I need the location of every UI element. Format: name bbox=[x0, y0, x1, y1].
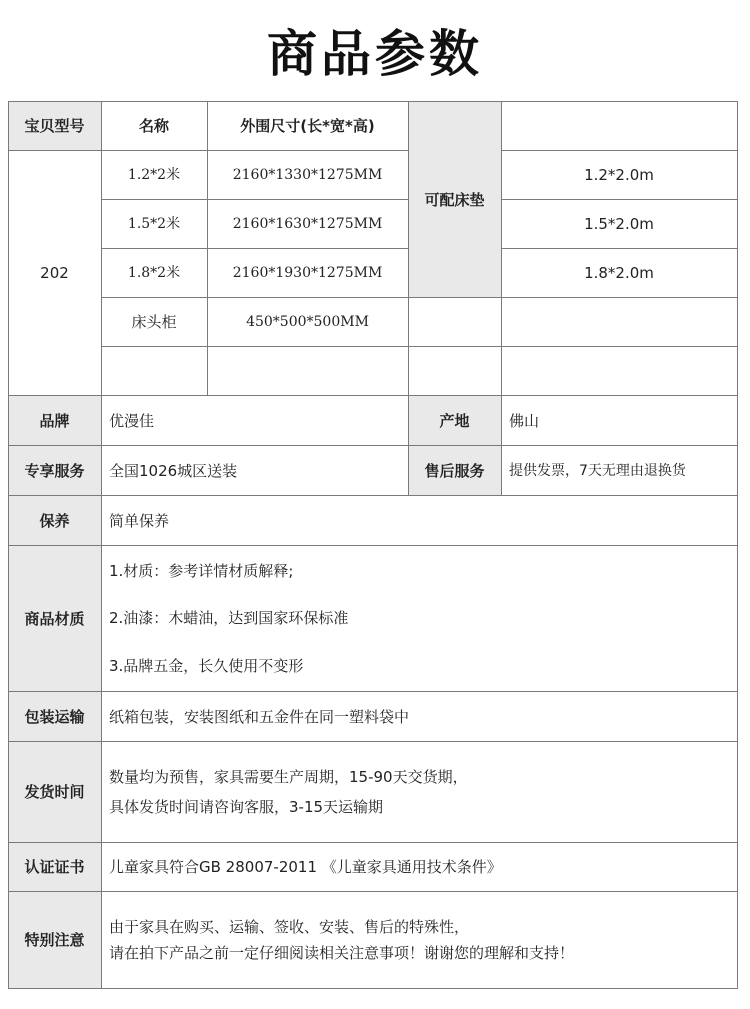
material-label: 商品材质 bbox=[24, 609, 85, 628]
row-name: 1.2*2米 bbox=[127, 167, 181, 183]
shipping-text bbox=[101, 742, 737, 842]
row-size: 2160*1930*1275MM bbox=[232, 265, 383, 281]
origin-label: 产地 bbox=[439, 411, 470, 430]
row-size: 2160*1330*1275MM bbox=[232, 167, 383, 183]
brand-value: 优漫佳 bbox=[109, 411, 155, 430]
brand-label: 品牌 bbox=[39, 411, 70, 430]
shipping-line: 具体发货时间请咨询客服，3-15天运输期 bbox=[109, 798, 384, 816]
model-value: 202 bbox=[40, 264, 69, 282]
packing-value: 纸箱包装，安装图纸和五金件在同一塑料袋中 bbox=[109, 707, 410, 726]
shipping-line: 数量均为预售，家具需要生产周期，15-90天交货期， bbox=[109, 768, 468, 786]
material-line: 3.品牌五金，长久使用不变形 bbox=[109, 657, 304, 675]
header-size: 外围尺寸(长*宽*高) bbox=[240, 117, 375, 135]
aftersale-label: 售后服务 bbox=[424, 461, 485, 480]
header-name: 名称 bbox=[138, 117, 169, 135]
row-name: 1.8*2米 bbox=[127, 265, 181, 281]
service-value: 全国1026城区送装 bbox=[109, 461, 238, 480]
v-line bbox=[737, 101, 738, 989]
shipping-label: 发货时间 bbox=[24, 783, 85, 801]
h-line bbox=[8, 545, 737, 546]
row-mattress: 1.5*2.0m bbox=[584, 215, 654, 233]
material-line: 2.油漆：木蜡油，达到国家环保标准 bbox=[109, 609, 349, 627]
material-line: 1.材质：参考详情材质解释; bbox=[109, 562, 294, 580]
row-mattress: 1.2*2.0m bbox=[584, 166, 654, 184]
cert-value: 儿童家具符合GB 28007-2011 《儿童家具通用技术条件》 bbox=[109, 858, 502, 876]
header-mattress: 可配床垫 bbox=[424, 190, 485, 209]
header-model: 宝贝型号 bbox=[24, 117, 85, 135]
page-title: 商品参数 bbox=[267, 25, 483, 83]
row-name: 床头柜 bbox=[131, 313, 177, 331]
aftersale-value: 提供发票，7天无理由退换货 bbox=[509, 462, 686, 479]
row-mattress: 1.8*2.0m bbox=[584, 264, 654, 282]
notice-label: 特别注意 bbox=[24, 931, 85, 949]
notice-text bbox=[101, 892, 737, 988]
packing-label: 包装运输 bbox=[24, 707, 85, 726]
service-label: 专享服务 bbox=[24, 461, 85, 480]
row-mattress bbox=[501, 298, 737, 346]
row-size: 2160*1630*1275MM bbox=[232, 216, 383, 232]
origin-value: 佛山 bbox=[509, 411, 540, 430]
row-name: 1.5*2米 bbox=[127, 216, 181, 232]
notice-line: 由于家具在购买、运输、签收、安装、售后的特殊性， bbox=[109, 918, 470, 936]
row-size: 450*500*500MM bbox=[246, 314, 369, 330]
h-line bbox=[101, 346, 737, 347]
cert-label: 认证证书 bbox=[24, 858, 85, 876]
care-value: 简单保养 bbox=[109, 511, 170, 530]
care-label: 保养 bbox=[39, 511, 70, 530]
h-line bbox=[8, 988, 737, 989]
notice-line: 请在拍下产品之前一定仔细阅读相关注意事项！谢谢您的理解和支持！ bbox=[109, 944, 575, 962]
